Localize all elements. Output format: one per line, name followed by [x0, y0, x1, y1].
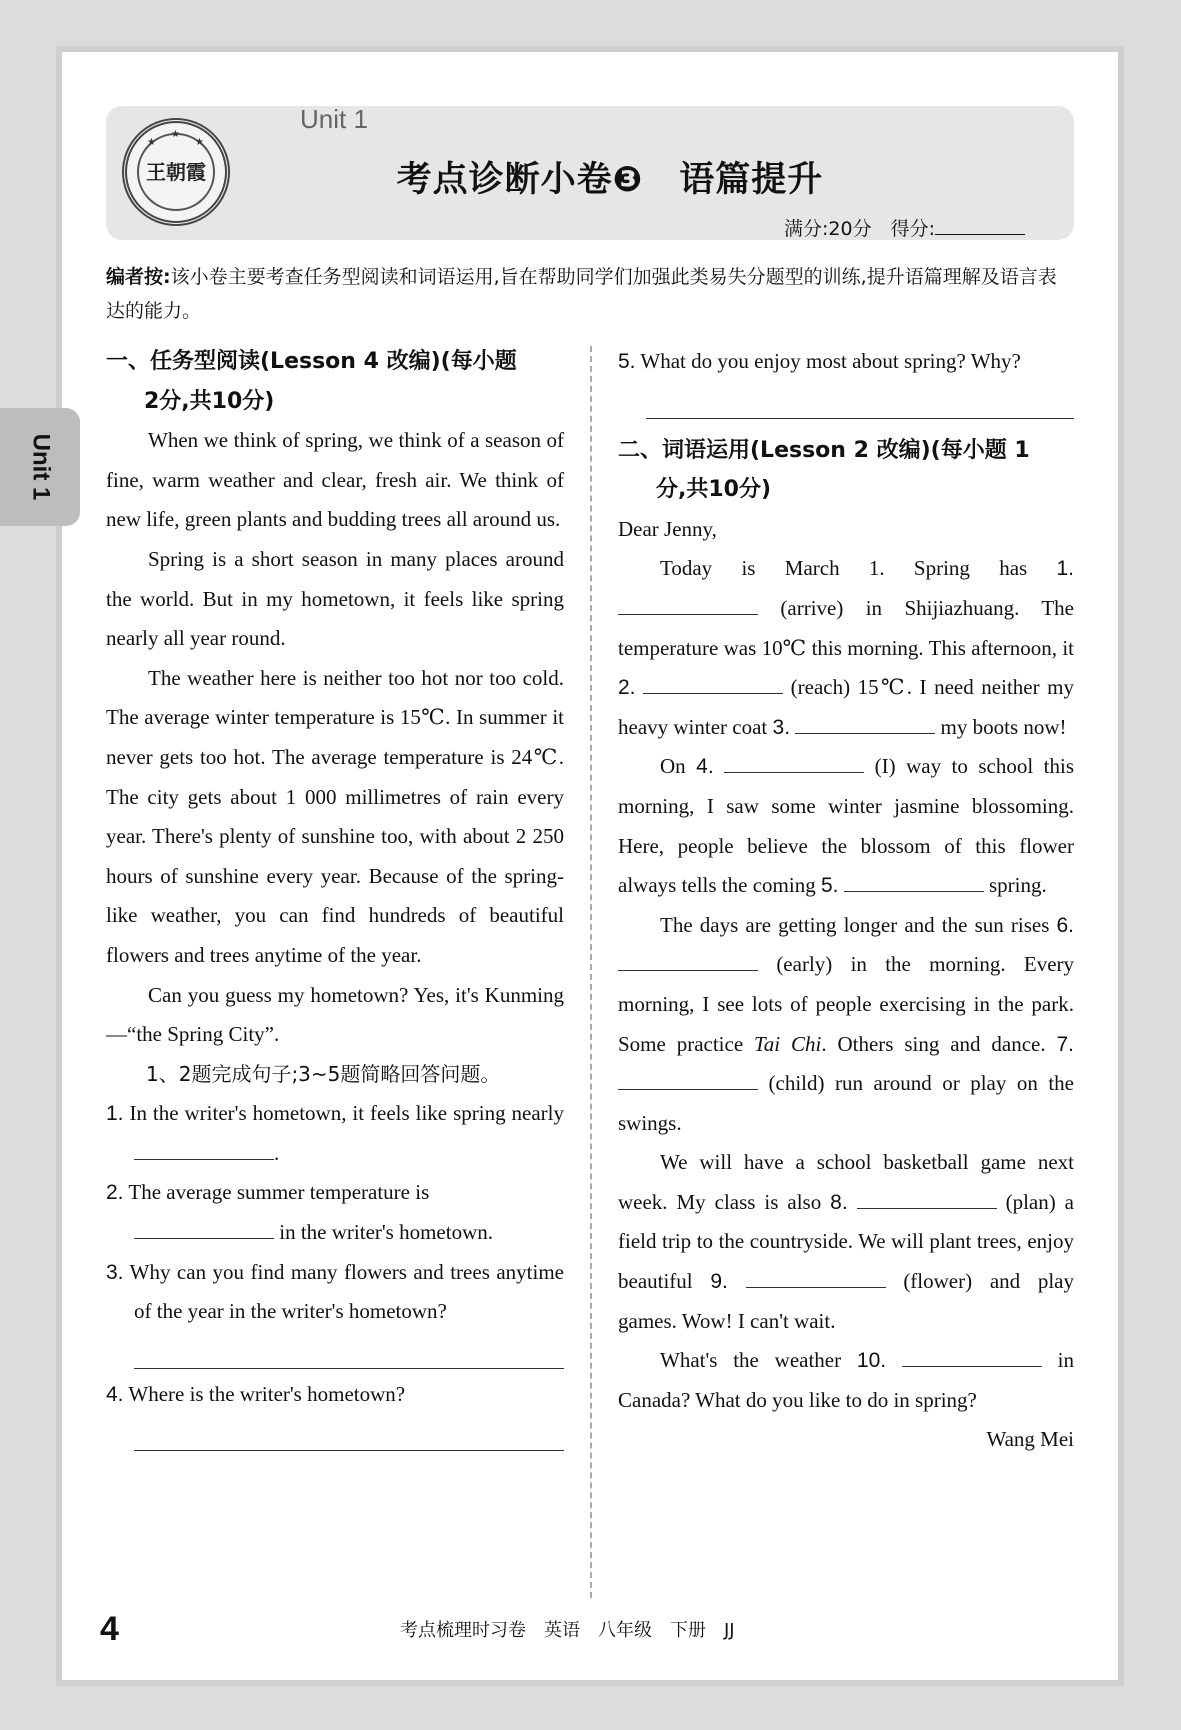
- page-number: 4: [100, 1610, 119, 1648]
- svg-text:★: ★: [171, 129, 180, 140]
- unit-label: Unit 1: [300, 104, 368, 134]
- blank-3[interactable]: [795, 711, 935, 734]
- svg-text:★: ★: [147, 137, 156, 148]
- logo-seal-icon: [127, 123, 225, 221]
- letter-text: (reach) 15℃. I need neither my heavy winter coat: [618, 675, 1074, 739]
- blank-number: 2.: [618, 676, 636, 700]
- q1-answer-blank[interactable]: [134, 1137, 274, 1160]
- letter-text: (arrive) in Shijiazhuang. The temperature was 10℃ this morning. This afternoon, it: [618, 595, 1074, 660]
- page-title: 考点诊断小卷❸ 语篇提升: [396, 160, 824, 200]
- question-5: [618, 342, 1074, 382]
- blank-number: 4.: [696, 755, 714, 779]
- blank-7[interactable]: [618, 1067, 758, 1090]
- q4-number: 4.: [106, 1382, 124, 1406]
- letter-text: On: [660, 754, 686, 779]
- letter-signature: Wang Mei: [986, 1427, 1074, 1452]
- blank-10[interactable]: [902, 1344, 1042, 1367]
- letter-text: . Others sing and dance.: [821, 1031, 1046, 1056]
- letter-text: The days are getting longer and the sun rises: [660, 912, 1050, 937]
- q4-answer-line[interactable]: [134, 1414, 564, 1451]
- column-divider: [590, 346, 592, 1598]
- score-field: [784, 212, 1025, 241]
- q3-answer-line[interactable]: [134, 1332, 564, 1369]
- blank-number: 1.: [1056, 557, 1075, 581]
- q2-end: in the writer's hometown.: [279, 1220, 493, 1245]
- q4-text: Where is the writer's hometown?: [128, 1381, 406, 1406]
- blank-number: 7.: [1056, 1032, 1075, 1056]
- section1-title-line1: 一、任务型阅读(Lesson 4 改编)(每小题: [106, 349, 517, 374]
- blank-number: 3.: [772, 715, 791, 739]
- blank-number: 10.: [856, 1349, 887, 1373]
- q3-number: 3.: [106, 1260, 124, 1284]
- q2-text: The average summer temperature is: [128, 1180, 430, 1205]
- reading-paragraph: When we think of spring, we think of a season of fine, warm weather and clear, fresh air. We think of new life, green plants and budding trees all around us.: [106, 428, 564, 532]
- q2-number: 2.: [106, 1181, 124, 1205]
- letter-paragraph-1: [618, 549, 1074, 747]
- letter-text: (flower) and play games. Wow! I can't wait.: [618, 1269, 1075, 1333]
- letter-paragraph-4: [618, 1143, 1074, 1341]
- q3-text: Why can you find many flowers and trees anytime of the year in the writer's hometown?: [129, 1259, 564, 1324]
- question-1: [106, 1094, 564, 1173]
- letter-text: (I) way to school this morning, I saw some winter jasmine blossoming. Here, people believe the blossom of this flower always tells the coming: [618, 754, 1075, 898]
- blank-number: 5.: [820, 874, 839, 898]
- unit-side-tab-label: Unit 1: [26, 433, 54, 501]
- blank-6[interactable]: [618, 948, 758, 971]
- blank-1[interactable]: [618, 592, 758, 615]
- letter-text: We will have a school basketball game next week. My class is also: [618, 1150, 1074, 1214]
- letter-paragraph-3: [618, 906, 1074, 1144]
- letter-text: (early) in the morning. Every morning, I see lots of people exercising in the park. Some practice: [618, 952, 1075, 1056]
- section1-title-line2: 2分,共10分): [144, 388, 275, 414]
- letter-text: my boots now!: [940, 714, 1067, 739]
- letter-text: (plan) a field trip to the countryside. We will plant trees, enjoy beautiful: [618, 1189, 1074, 1294]
- tai-chi-text: Tai Chi: [754, 1031, 822, 1056]
- editor-note-label: 编者按:: [106, 266, 171, 288]
- reading-paragraph: The weather here is neither too hot nor too cold. The average winter temperature is 15℃. In summer it never gets too hot. The average temperature is 24℃. The city gets about 1 000 millimetres of rain every year. There's plenty of sunshine too, with about 2 250 hours of sunshine every year. Because of the spring-like weather, you can find hundreds of beautiful flowers and trees anytime of the year.: [106, 665, 564, 967]
- q1-end: .: [274, 1140, 280, 1165]
- blank-number: 9.: [710, 1270, 728, 1294]
- section1-column: [106, 342, 564, 1457]
- letter-greeting: Dear Jenny,: [618, 516, 717, 541]
- svg-text:★: ★: [195, 137, 204, 148]
- section2-column: [618, 342, 1074, 1460]
- q5-number: 5.: [618, 350, 636, 373]
- blank-2[interactable]: [643, 671, 783, 694]
- blank-number: 6.: [1056, 913, 1075, 937]
- unit-side-tab: [0, 408, 80, 526]
- section2-title-line1: 二、词语运用(Lesson 2 改编)(每小题 1: [618, 437, 1030, 463]
- question-2: [106, 1173, 564, 1252]
- q1-text: In the writer's hometown, it feels like spring nearly: [129, 1101, 565, 1126]
- section1-title: [106, 342, 564, 421]
- q5-text: What do you enjoy most about spring? Why?: [640, 349, 1021, 373]
- blank-4[interactable]: [724, 750, 864, 773]
- q1-number: 1.: [106, 1102, 124, 1126]
- section2-title-line2: 分,共10分): [656, 477, 772, 503]
- letter-text: (child) run around or play on the swings.: [618, 1071, 1075, 1135]
- editor-note: [106, 260, 1072, 328]
- blank-5[interactable]: [844, 869, 984, 892]
- publisher-logo: [122, 118, 230, 226]
- reading-paragraph: Spring is a short season in many places around the world. But in my hometown, it feels like spring nearly all year round.: [106, 546, 564, 651]
- svg-text:王朝霞: 王朝霞: [146, 160, 206, 184]
- section2-title: [618, 431, 1074, 510]
- q2-answer-blank[interactable]: [134, 1216, 274, 1239]
- editor-note-text: 该小卷主要考查任务型阅读和词语运用,旨在帮助同学们加强此类易失分题型的训练,提升语篇理解及语言表达的能力。: [106, 266, 1057, 322]
- letter-paragraph-5: [618, 1341, 1074, 1420]
- blank-8[interactable]: [857, 1186, 997, 1209]
- letter-text: in Canada? What do you like to do in spring?: [618, 1348, 1074, 1412]
- instruction: 1、2题完成句子;3~5题简略回答问题。: [146, 1061, 501, 1086]
- blank-number: 8.: [830, 1190, 848, 1214]
- blank-9[interactable]: [746, 1265, 886, 1288]
- reading-paragraph: Can you guess my hometown? Yes, it's Kunming—“the Spring City”.: [106, 982, 564, 1047]
- question-3: [106, 1253, 564, 1332]
- letter-text: Today is March 1. Spring has: [660, 556, 1028, 581]
- letter-text: spring.: [988, 873, 1047, 898]
- letter-paragraph-2: [618, 747, 1074, 905]
- footer-text: 考点梳理时习卷 英语 八年级 下册 JJ: [400, 1620, 735, 1641]
- question-4: [106, 1375, 564, 1415]
- score-blank[interactable]: [935, 212, 1025, 235]
- q5-answer-line[interactable]: [646, 382, 1074, 419]
- score-label: 满分:20分 得分:: [784, 218, 935, 240]
- letter-text: What's the weather: [660, 1348, 842, 1373]
